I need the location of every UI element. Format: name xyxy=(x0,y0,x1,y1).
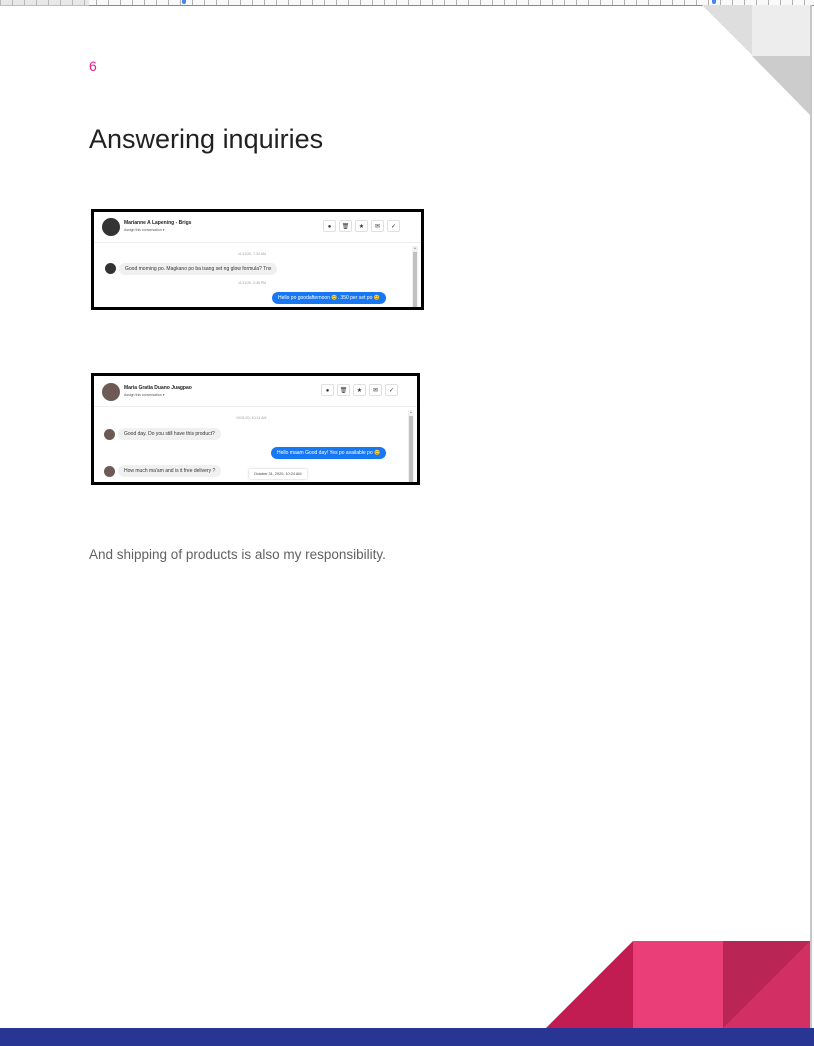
mail-icon: ✉ xyxy=(371,220,384,232)
scrollbar xyxy=(412,246,418,310)
horizontal-ruler[interactable] xyxy=(0,0,814,6)
scroll-up-arrow: ▲ xyxy=(409,410,413,414)
chat-actions xyxy=(323,220,400,232)
corner-decoration-triangle-dark xyxy=(752,56,810,115)
ruler-indent-marker[interactable] xyxy=(182,0,186,4)
avatar xyxy=(105,263,116,274)
avatar xyxy=(102,218,120,236)
incoming-message: How much ma'am and is it free delivery ? xyxy=(118,465,221,477)
slide-number: 6 xyxy=(89,58,97,74)
slide-title: Answering inquiries xyxy=(89,124,324,154)
info-icon: ● xyxy=(321,384,334,396)
body-text: And shipping of products is also my responsibility. xyxy=(89,547,386,562)
contact-name: Maria Gratia Duano Juagpao xyxy=(124,385,192,391)
bottom-decoration-square-shaded xyxy=(723,941,810,1028)
mail-icon: ✉ xyxy=(369,384,382,396)
timestamp-tooltip: October 31, 2020, 10:24 AM xyxy=(249,469,307,479)
assign-conversation: Assign this conversation ▾ xyxy=(124,228,165,232)
message-timestamp: 10/31/20, 10:14 AM xyxy=(236,416,267,420)
message-timestamp: 11/11/20, 7:34 AM xyxy=(238,252,266,256)
chat-header xyxy=(94,212,421,243)
ruler-right-indent-marker[interactable] xyxy=(712,0,716,4)
corner-decoration-triangle-light xyxy=(702,5,753,56)
incoming-message: Good morning po. Magkano po ba isang set ng glow formula? Tnx xyxy=(119,263,277,275)
star-icon: ★ xyxy=(355,220,368,232)
bottom-navy-bar xyxy=(0,1028,814,1046)
corner-decoration-square xyxy=(752,5,810,56)
info-icon: ● xyxy=(323,220,336,232)
chat-screenshot-1 xyxy=(91,209,424,310)
scroll-up-arrow: ▲ xyxy=(413,246,417,250)
chat-actions xyxy=(321,384,398,396)
outgoing-message: Hello maam Good day! Yes po available po 😊 xyxy=(271,447,386,459)
message-timestamp: 11/11/20, 3:39 PM xyxy=(238,281,267,285)
assign-conversation: Assign this conversation ▾ xyxy=(124,393,165,397)
bottom-decoration-triangle xyxy=(546,941,633,1028)
scrollbar-thumb xyxy=(413,252,417,310)
chat-header xyxy=(94,376,417,407)
chat-screenshot-2 xyxy=(91,373,420,485)
avatar xyxy=(104,429,115,440)
scrollbar xyxy=(408,410,414,485)
outgoing-message: Hello po goodafternoon 😊. 350 per set po 😊 xyxy=(272,292,386,304)
star-icon: ★ xyxy=(353,384,366,396)
scrollbar-thumb xyxy=(409,416,413,485)
trash-icon: 🗑 xyxy=(337,384,350,396)
contact-name: Marianne A Lapening - Brigs xyxy=(124,220,192,226)
bottom-decoration-square xyxy=(633,941,723,1028)
page-right-edge xyxy=(810,5,812,1028)
avatar xyxy=(102,383,120,401)
check-icon: ✓ xyxy=(387,220,400,232)
avatar xyxy=(104,466,115,477)
check-icon: ✓ xyxy=(385,384,398,396)
trash-icon: 🗑 xyxy=(339,220,352,232)
incoming-message: Good day. Do you still have this product? xyxy=(118,428,221,440)
ruler-left-margin xyxy=(0,0,89,6)
outgoing-message-partial xyxy=(194,307,384,310)
